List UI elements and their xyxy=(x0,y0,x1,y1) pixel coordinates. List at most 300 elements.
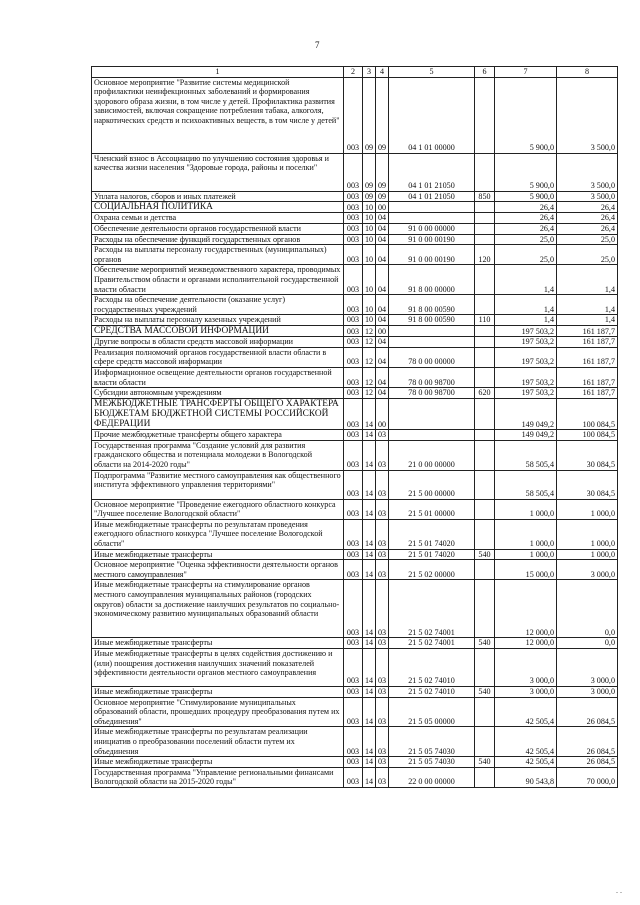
row-subsection-code: 04 xyxy=(376,234,389,245)
row-section-code: 10 xyxy=(363,234,376,245)
row-target-article: 21 5 05 00000 xyxy=(389,697,475,727)
row-section-code: 10 xyxy=(363,202,376,213)
row-expense-type: 620 xyxy=(475,388,495,399)
row-expense-type xyxy=(475,727,495,757)
row-subsection-code: 04 xyxy=(376,295,389,315)
row-ministry-code: 003 xyxy=(344,153,363,191)
row-ministry-code: 003 xyxy=(344,325,363,336)
row-ministry-code: 003 xyxy=(344,519,363,549)
row-subsection-code: 03 xyxy=(376,430,389,441)
row-target-article: 91 8 00 00000 xyxy=(389,265,475,295)
row-subsection-code: 04 xyxy=(376,265,389,295)
table-row xyxy=(92,265,618,295)
row-expense-type: 540 xyxy=(475,757,495,768)
table-row xyxy=(92,519,618,549)
row-amount-2019: 1,4 xyxy=(495,265,557,295)
row-target-article: 21 5 02 74010 xyxy=(389,649,475,687)
row-subsection-code: 03 xyxy=(376,499,389,519)
row-subsection-code: 04 xyxy=(376,337,389,348)
row-section-code: 14 xyxy=(363,470,376,499)
row-target-article: 21 5 05 74030 xyxy=(389,727,475,757)
row-target-article xyxy=(389,430,475,441)
row-section-code: 12 xyxy=(363,367,376,387)
row-target-article: 21 0 00 00000 xyxy=(389,440,475,470)
row-expense-type: 540 xyxy=(475,687,495,698)
row-amount-2019: 25,0 xyxy=(495,234,557,245)
row-subsection-code: 03 xyxy=(376,757,389,768)
table-row xyxy=(92,388,618,399)
row-amount-2019: 197 503,2 xyxy=(495,347,557,367)
row-amount-2020: 26 084,5 xyxy=(557,757,618,768)
row-section-code: 12 xyxy=(363,388,376,399)
row-ministry-code: 003 xyxy=(344,77,363,153)
row-amount-2020: 26 084,5 xyxy=(557,697,618,727)
row-name: Другие вопросы в области средств массовой информации xyxy=(92,337,344,348)
table-row xyxy=(92,638,618,649)
row-expense-type xyxy=(475,77,495,153)
row-section-code: 09 xyxy=(363,191,376,202)
row-section-code: 14 xyxy=(363,430,376,441)
row-ministry-code: 003 xyxy=(344,265,363,295)
row-name: Иные межбюджетные трансферты в целях содействия достижению и (или) поощрения достижения наилучших значений показателей эффективности деятельности органов местного самоуправления xyxy=(92,649,344,687)
row-target-article: 91 8 00 00590 xyxy=(389,295,475,315)
row-target-article xyxy=(389,213,475,224)
row-subsection-code: 04 xyxy=(376,388,389,399)
row-amount-2020: 25,0 xyxy=(557,245,618,265)
row-subsection-code: 00 xyxy=(376,398,389,430)
row-name: МЕЖБЮДЖЕТНЫЕ ТРАНСФЕРТЫ ОБЩЕГО ХАРАКТЕРА БЮДЖЕТАМ БЮДЖЕТНОЙ СИСТЕМЫ РОССИЙСКОЙ ФЕДЕРАЦИИ xyxy=(92,398,344,430)
row-section-code: 10 xyxy=(363,265,376,295)
table-row xyxy=(92,430,618,441)
row-amount-2020: 1,4 xyxy=(557,265,618,295)
row-ministry-code: 003 xyxy=(344,470,363,499)
row-amount-2019: 3 000,0 xyxy=(495,687,557,698)
table-row xyxy=(92,560,618,580)
row-section-code: 14 xyxy=(363,499,376,519)
row-ministry-code: 003 xyxy=(344,580,363,638)
row-ministry-code: 003 xyxy=(344,440,363,470)
row-name: Основное мероприятие "Стимулирование муниципальных образований области, прошедших процедуру преобразования путем их объединения" xyxy=(92,697,344,727)
row-expense-type xyxy=(475,430,495,441)
row-amount-2020: 26,4 xyxy=(557,213,618,224)
row-amount-2020: 161 187,7 xyxy=(557,367,618,387)
row-expense-type: 120 xyxy=(475,245,495,265)
row-target-article: 21 5 02 74001 xyxy=(389,638,475,649)
row-target-article: 22 0 00 00000 xyxy=(389,767,475,787)
row-target-article: 91 8 00 00590 xyxy=(389,315,475,326)
row-target-article xyxy=(389,202,475,213)
row-target-article: 78 0 00 98700 xyxy=(389,367,475,387)
row-amount-2020: 26,4 xyxy=(557,223,618,234)
row-amount-2020: 26 084,5 xyxy=(557,727,618,757)
row-amount-2020: 1 000,0 xyxy=(557,499,618,519)
row-amount-2020: 3 500,0 xyxy=(557,191,618,202)
row-amount-2019: 197 503,2 xyxy=(495,367,557,387)
row-section-code: 14 xyxy=(363,638,376,649)
row-expense-type: 540 xyxy=(475,549,495,560)
row-amount-2019: 12 000,0 xyxy=(495,580,557,638)
row-amount-2020: 0,0 xyxy=(557,580,618,638)
row-expense-type xyxy=(475,398,495,430)
row-amount-2020: 1 000,0 xyxy=(557,519,618,549)
row-ministry-code: 003 xyxy=(344,697,363,727)
row-name: Основное мероприятие "Оценка эффективности деятельности органов местного самоуправления" xyxy=(92,560,344,580)
row-expense-type: 540 xyxy=(475,638,495,649)
row-name: Подпрограмма "Развитие местного самоуправления как общественного института эффективного управления территориями" xyxy=(92,470,344,499)
table-header-row xyxy=(92,67,618,78)
row-target-article: 91 0 00 00190 xyxy=(389,234,475,245)
budget-table xyxy=(91,66,618,788)
row-target-article xyxy=(389,337,475,348)
column-header: 2 xyxy=(344,67,363,78)
row-target-article: 21 5 01 74020 xyxy=(389,519,475,549)
table-row xyxy=(92,440,618,470)
row-amount-2019: 3 000,0 xyxy=(495,649,557,687)
row-amount-2020: 161 187,7 xyxy=(557,388,618,399)
row-amount-2019: 15 000,0 xyxy=(495,560,557,580)
table-row xyxy=(92,687,618,698)
row-amount-2019: 1,4 xyxy=(495,295,557,315)
row-target-article: 21 5 02 74001 xyxy=(389,580,475,638)
row-ministry-code: 003 xyxy=(344,234,363,245)
row-target-article: 21 5 02 74010 xyxy=(389,687,475,698)
row-expense-type xyxy=(475,697,495,727)
row-ministry-code: 003 xyxy=(344,245,363,265)
row-target-article xyxy=(389,398,475,430)
table-row xyxy=(92,153,618,191)
row-amount-2020: 161 187,7 xyxy=(557,325,618,336)
row-name: Иные межбюджетные трансферты по результатам реализации инициатив о преобразовании поселений области путем их объединения xyxy=(92,727,344,757)
row-ministry-code: 003 xyxy=(344,430,363,441)
row-amount-2019: 42 505,4 xyxy=(495,697,557,727)
row-name: Расходы на выплаты персоналу казенных учреждений xyxy=(92,315,344,326)
row-name: Иные межбюджетные трансферты на стимулирование органов местного самоуправления муниципальных районов (городских округов) области за достижение наилучших результатов по социально-экономическому развитию муниципальных образований области xyxy=(92,580,344,638)
row-name: Расходы на выплаты персоналу государственных (муниципальных) органов xyxy=(92,245,344,265)
table-row xyxy=(92,77,618,153)
column-header: 7 xyxy=(495,67,557,78)
row-expense-type: 850 xyxy=(475,191,495,202)
row-subsection-code: 03 xyxy=(376,649,389,687)
row-amount-2020: 25,0 xyxy=(557,234,618,245)
table-row xyxy=(92,697,618,727)
row-subsection-code: 00 xyxy=(376,325,389,336)
row-expense-type xyxy=(475,202,495,213)
row-target-article: 78 0 00 98700 xyxy=(389,388,475,399)
row-ministry-code: 003 xyxy=(344,757,363,768)
row-name: Уплата налогов, сборов и иных платежей xyxy=(92,191,344,202)
table-row xyxy=(92,325,618,336)
row-subsection-code: 03 xyxy=(376,687,389,698)
row-target-article: 21 5 00 00000 xyxy=(389,470,475,499)
row-subsection-code: 09 xyxy=(376,191,389,202)
column-header: 3 xyxy=(363,67,376,78)
row-amount-2020: 1 000,0 xyxy=(557,549,618,560)
row-section-code: 10 xyxy=(363,245,376,265)
row-target-article: 21 5 01 00000 xyxy=(389,499,475,519)
row-ministry-code: 003 xyxy=(344,499,363,519)
row-subsection-code: 03 xyxy=(376,470,389,499)
row-target-article: 04 1 01 00000 xyxy=(389,77,475,153)
row-amount-2019: 12 000,0 xyxy=(495,638,557,649)
table-row xyxy=(92,398,618,430)
row-ministry-code: 003 xyxy=(344,649,363,687)
row-target-article xyxy=(389,325,475,336)
row-expense-type xyxy=(475,347,495,367)
row-expense-type xyxy=(475,265,495,295)
row-ministry-code: 003 xyxy=(344,367,363,387)
row-section-code: 14 xyxy=(363,727,376,757)
row-ministry-code: 003 xyxy=(344,337,363,348)
row-expense-type xyxy=(475,519,495,549)
row-subsection-code: 09 xyxy=(376,153,389,191)
row-subsection-code: 00 xyxy=(376,202,389,213)
table-row xyxy=(92,245,618,265)
row-section-code: 12 xyxy=(363,347,376,367)
row-name: Информационное освещение деятельности органов государственной власти области xyxy=(92,367,344,387)
row-name: СРЕДСТВА МАССОВОЙ ИНФОРМАЦИИ xyxy=(92,325,344,336)
table-row xyxy=(92,315,618,326)
row-amount-2019: 26,4 xyxy=(495,213,557,224)
row-amount-2019: 1,4 xyxy=(495,315,557,326)
row-amount-2019: 42 505,4 xyxy=(495,727,557,757)
row-amount-2019: 1 000,0 xyxy=(495,499,557,519)
row-expense-type xyxy=(475,213,495,224)
row-section-code: 14 xyxy=(363,757,376,768)
row-name: Иные межбюджетные трансферты xyxy=(92,687,344,698)
row-name: Основное мероприятие "Проведение ежегодного областного конкурса "Лучшее поселение Вологодской области" xyxy=(92,499,344,519)
row-amount-2020: 0,0 xyxy=(557,638,618,649)
row-section-code: 14 xyxy=(363,687,376,698)
row-subsection-code: 03 xyxy=(376,580,389,638)
row-subsection-code: 04 xyxy=(376,367,389,387)
page-number: 7 xyxy=(315,40,320,50)
row-section-code: 14 xyxy=(363,649,376,687)
row-amount-2020: 30 084,5 xyxy=(557,470,618,499)
row-subsection-code: 03 xyxy=(376,560,389,580)
row-expense-type xyxy=(475,560,495,580)
row-amount-2020: 100 084,5 xyxy=(557,398,618,430)
row-subsection-code: 09 xyxy=(376,77,389,153)
row-name: Расходы на обеспечение функций государственных органов xyxy=(92,234,344,245)
table-row xyxy=(92,757,618,768)
row-name: Субсидии автономным учреждениям xyxy=(92,388,344,399)
row-section-code: 14 xyxy=(363,560,376,580)
row-expense-type xyxy=(475,649,495,687)
row-subsection-code: 03 xyxy=(376,727,389,757)
row-name: Иные межбюджетные трансферты xyxy=(92,549,344,560)
row-section-code: 10 xyxy=(363,213,376,224)
row-subsection-code: 04 xyxy=(376,347,389,367)
row-amount-2020: 70 000,0 xyxy=(557,767,618,787)
table-row xyxy=(92,470,618,499)
row-section-code: 10 xyxy=(363,315,376,326)
column-header: 6 xyxy=(475,67,495,78)
row-amount-2020: 3 500,0 xyxy=(557,153,618,191)
row-subsection-code: 04 xyxy=(376,315,389,326)
row-expense-type xyxy=(475,153,495,191)
row-name: Расходы на обеспечение деятельности (оказание услуг) государственных учреждений xyxy=(92,295,344,315)
row-amount-2020: 3 500,0 xyxy=(557,77,618,153)
row-target-article: 04 1 01 21050 xyxy=(389,191,475,202)
row-expense-type xyxy=(475,337,495,348)
table-row xyxy=(92,727,618,757)
row-expense-type xyxy=(475,767,495,787)
row-amount-2019: 26,4 xyxy=(495,223,557,234)
table-row xyxy=(92,367,618,387)
row-ministry-code: 003 xyxy=(344,767,363,787)
row-expense-type xyxy=(475,234,495,245)
row-section-code: 10 xyxy=(363,295,376,315)
row-expense-type xyxy=(475,367,495,387)
table-row xyxy=(92,649,618,687)
row-target-article: 91 0 00 00000 xyxy=(389,223,475,234)
row-ministry-code: 003 xyxy=(344,223,363,234)
row-amount-2020: 3 000,0 xyxy=(557,649,618,687)
column-header: 5 xyxy=(389,67,475,78)
row-ministry-code: 003 xyxy=(344,213,363,224)
row-amount-2019: 197 503,2 xyxy=(495,337,557,348)
row-section-code: 14 xyxy=(363,398,376,430)
table-row xyxy=(92,347,618,367)
row-name: Государственная программа "Управление региональными финансами Вологодской области на 2015-2020 годы" xyxy=(92,767,344,787)
row-expense-type xyxy=(475,499,495,519)
table-row xyxy=(92,202,618,213)
row-amount-2020: 30 084,5 xyxy=(557,440,618,470)
row-name: Реализация полномочий органов государственной власти области в сфере средств массовой информации xyxy=(92,347,344,367)
row-section-code: 14 xyxy=(363,440,376,470)
row-section-code: 14 xyxy=(363,697,376,727)
row-target-article: 21 5 02 00000 xyxy=(389,560,475,580)
row-amount-2020: 1,4 xyxy=(557,295,618,315)
row-section-code: 09 xyxy=(363,153,376,191)
row-amount-2019: 197 503,2 xyxy=(495,388,557,399)
row-target-article: 21 5 01 74020 xyxy=(389,549,475,560)
row-amount-2020: 161 187,7 xyxy=(557,337,618,348)
row-ministry-code: 003 xyxy=(344,638,363,649)
row-ministry-code: 003 xyxy=(344,398,363,430)
row-name: Государственная программа "Создание условий для развития гражданского общества и потенциала молодежи в Вологодской области на 2014-2020 годы" xyxy=(92,440,344,470)
column-header: 4 xyxy=(376,67,389,78)
table-row xyxy=(92,580,618,638)
row-ministry-code: 003 xyxy=(344,315,363,326)
row-amount-2019: 149 049,2 xyxy=(495,430,557,441)
row-amount-2020: 161 187,7 xyxy=(557,347,618,367)
row-target-article: 21 5 05 74030 xyxy=(389,757,475,768)
row-name: Обеспечение деятельности органов государственной власти xyxy=(92,223,344,234)
row-ministry-code: 003 xyxy=(344,388,363,399)
row-subsection-code: 03 xyxy=(376,697,389,727)
row-amount-2019: 25,0 xyxy=(495,245,557,265)
row-ministry-code: 003 xyxy=(344,295,363,315)
row-subsection-code: 03 xyxy=(376,549,389,560)
page-corner-marks: . . xyxy=(616,886,622,895)
row-name: Членский взнос в Ассоциацию по улучшению состояния здоровья и качества жизни населения "Здоровые города, районы и поселки" xyxy=(92,153,344,191)
row-section-code: 10 xyxy=(363,223,376,234)
row-name: Обеспечение мероприятий межведомственного характера, проводимых Правительством области и органами исполнительной государственной власти области xyxy=(92,265,344,295)
row-amount-2019: 5 900,0 xyxy=(495,77,557,153)
row-subsection-code: 03 xyxy=(376,519,389,549)
row-amount-2019: 197 503,2 xyxy=(495,325,557,336)
row-amount-2019: 58 505,4 xyxy=(495,440,557,470)
column-header: 8 xyxy=(557,67,618,78)
row-amount-2019: 149 049,2 xyxy=(495,398,557,430)
row-section-code: 14 xyxy=(363,549,376,560)
table-row xyxy=(92,234,618,245)
row-amount-2019: 5 900,0 xyxy=(495,191,557,202)
row-ministry-code: 003 xyxy=(344,560,363,580)
row-amount-2020: 3 000,0 xyxy=(557,560,618,580)
row-name: Основное мероприятие "Развитие системы медицинской профилактики неинфекционных заболеваний и формирования здорового образа жизни, в том числе у детей. Профилактика развития зависимостей, включая сокращение потребления табака, алкоголя, наркотических средств и психоактивных веществ, в том числе у детей" xyxy=(92,77,344,153)
row-name: Охрана семьи и детства xyxy=(92,213,344,224)
row-amount-2019: 42 505,4 xyxy=(495,757,557,768)
row-name: Прочие межбюджетные трансферты общего характера xyxy=(92,430,344,441)
row-ministry-code: 003 xyxy=(344,191,363,202)
table-row xyxy=(92,337,618,348)
row-subsection-code: 04 xyxy=(376,245,389,265)
row-name: Иные межбюджетные трансферты по результатам проведения ежегодного областного конкурса "Лучшее поселение Вологодской области" xyxy=(92,519,344,549)
row-name: Иные межбюджетные трансферты xyxy=(92,638,344,649)
row-expense-type xyxy=(475,580,495,638)
row-subsection-code: 04 xyxy=(376,223,389,234)
row-ministry-code: 003 xyxy=(344,202,363,213)
table-row xyxy=(92,295,618,315)
row-amount-2019: 26,4 xyxy=(495,202,557,213)
row-ministry-code: 003 xyxy=(344,347,363,367)
table-row xyxy=(92,223,618,234)
table-row xyxy=(92,191,618,202)
row-subsection-code: 03 xyxy=(376,767,389,787)
row-amount-2020: 1,4 xyxy=(557,315,618,326)
row-amount-2020: 3 000,0 xyxy=(557,687,618,698)
row-expense-type: 110 xyxy=(475,315,495,326)
row-subsection-code: 03 xyxy=(376,440,389,470)
row-subsection-code: 04 xyxy=(376,213,389,224)
row-expense-type xyxy=(475,295,495,315)
row-ministry-code: 003 xyxy=(344,727,363,757)
row-subsection-code: 03 xyxy=(376,638,389,649)
row-amount-2019: 58 505,4 xyxy=(495,470,557,499)
row-name: Иные межбюджетные трансферты xyxy=(92,757,344,768)
row-target-article: 78 0 00 00000 xyxy=(389,347,475,367)
row-expense-type xyxy=(475,325,495,336)
row-ministry-code: 003 xyxy=(344,549,363,560)
row-section-code: 14 xyxy=(363,767,376,787)
row-amount-2019: 1 000,0 xyxy=(495,549,557,560)
row-expense-type xyxy=(475,223,495,234)
row-amount-2020: 26,4 xyxy=(557,202,618,213)
row-section-code: 09 xyxy=(363,77,376,153)
row-amount-2020: 100 084,5 xyxy=(557,430,618,441)
row-amount-2019: 5 900,0 xyxy=(495,153,557,191)
row-amount-2019: 1 000,0 xyxy=(495,519,557,549)
row-ministry-code: 003 xyxy=(344,687,363,698)
row-expense-type xyxy=(475,470,495,499)
row-amount-2019: 90 543,8 xyxy=(495,767,557,787)
row-target-article: 04 1 01 21050 xyxy=(389,153,475,191)
table-row xyxy=(92,767,618,787)
row-section-code: 14 xyxy=(363,519,376,549)
column-header: 1 xyxy=(92,67,344,78)
row-target-article: 91 0 00 00190 xyxy=(389,245,475,265)
row-section-code: 14 xyxy=(363,580,376,638)
row-section-code: 12 xyxy=(363,337,376,348)
row-name: СОЦИАЛЬНАЯ ПОЛИТИКА xyxy=(92,202,344,213)
row-section-code: 12 xyxy=(363,325,376,336)
table-row xyxy=(92,549,618,560)
table-row xyxy=(92,499,618,519)
row-expense-type xyxy=(475,440,495,470)
table-row xyxy=(92,213,618,224)
